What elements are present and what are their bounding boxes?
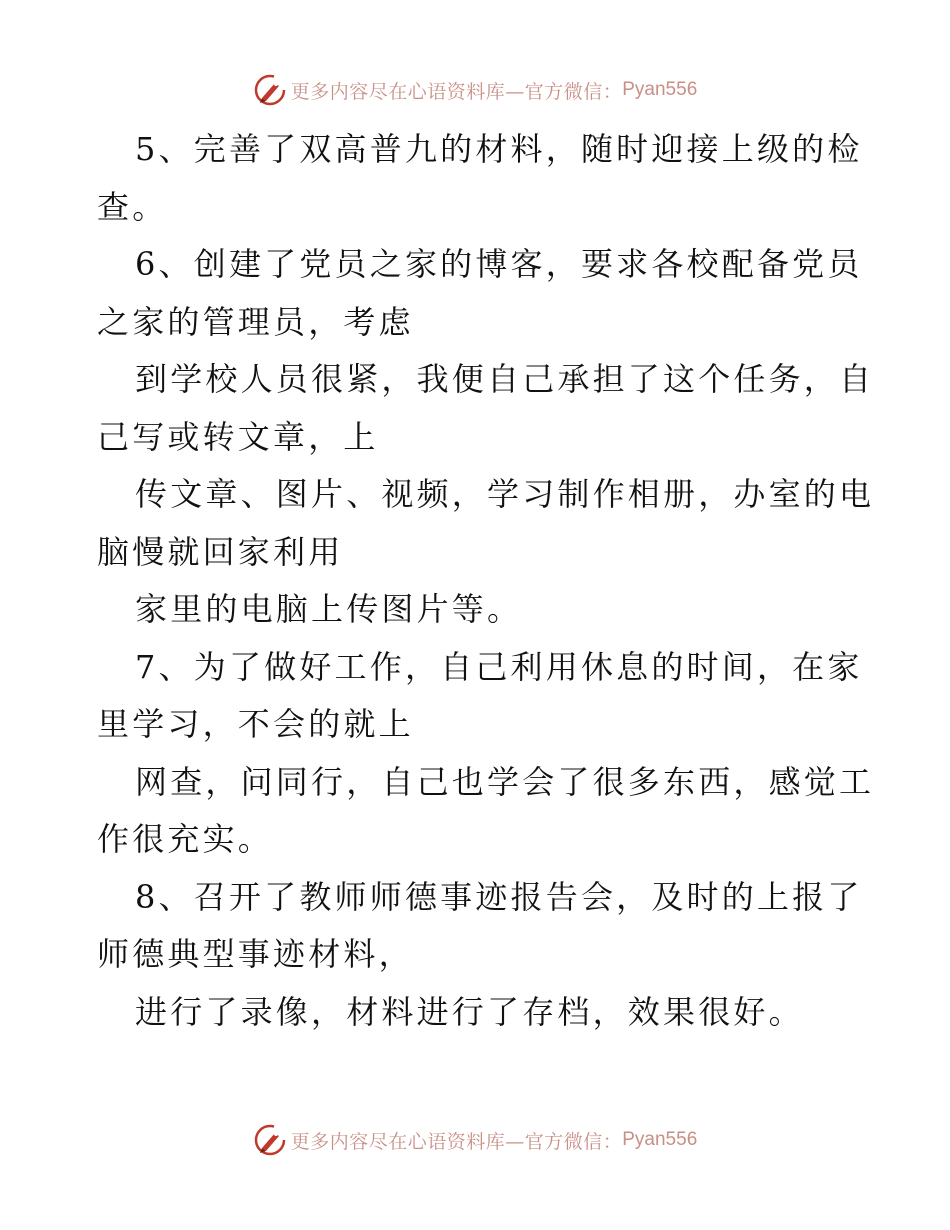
watermark-text: 更多内容尽在心语资料库—官方微信： [290, 80, 623, 103]
text-line: 之家的管理员，考虑 [97, 302, 414, 341]
text-line: 7、为了做好工作，自己利用休息的时间，在家 [135, 647, 863, 686]
body-text [97, 121, 875, 1041]
watermark-text: 更多内容尽在心语资料库—官方微信： [290, 1130, 623, 1153]
text-line: 查。 [97, 187, 168, 226]
watermark-contact: Pyan556 [622, 1129, 698, 1150]
text-line: 到学校人员很紧，我便自己承担了这个任务，自 [135, 360, 875, 398]
text-line: 家里的电脑上传图片等。 [135, 590, 523, 628]
pen-seal-icon [253, 1123, 287, 1157]
text-line: 己写或转文章，上 [97, 417, 379, 456]
text-line: 作很充实。 [97, 820, 274, 858]
text-line: 传文章、图片、视频，学习制作相册，办室的电 [135, 475, 875, 513]
text-line: 5、完善了双高普九的材料，随时迎接上级的检 [135, 130, 863, 168]
header-watermark [0, 72, 950, 108]
text-line: 脑慢就回家利用 [97, 532, 344, 571]
pen-seal-icon [253, 73, 287, 107]
text-line: 进行了录像，材料进行了存档，效果很好。 [135, 992, 804, 1031]
text-line: 8、召开了教师师德事迹报告会，及时的上报了 [135, 877, 863, 916]
text-line: 网查，问同行，自己也学会了很多东西，感觉工 [135, 762, 875, 801]
text-line: 里学习，不会的就上 [97, 705, 414, 743]
text-line: 师德典型事迹材料， [97, 935, 414, 973]
watermark-contact: Pyan556 [622, 79, 698, 100]
text-line: 6、创建了党员之家的博客，要求各校配备党员 [135, 245, 863, 283]
footer-watermark [0, 1122, 950, 1158]
